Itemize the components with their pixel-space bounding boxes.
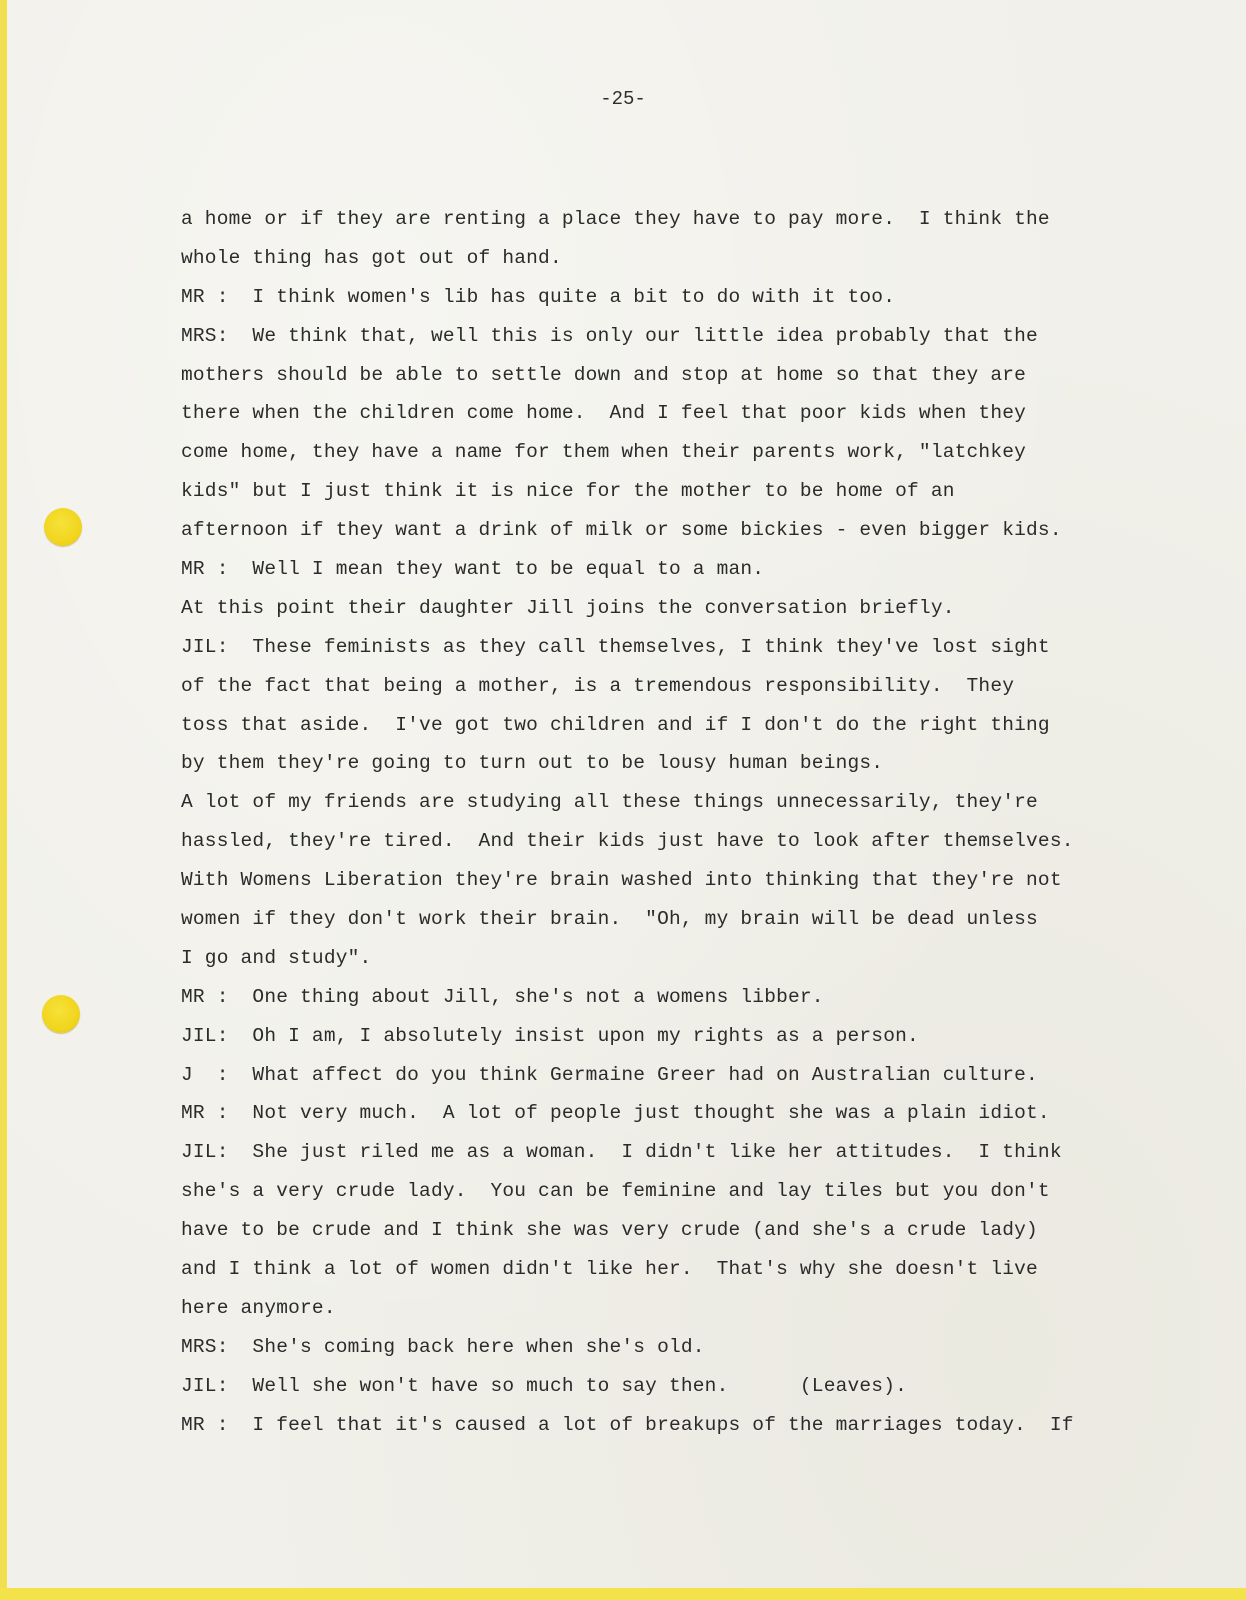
transcript-line: JIL: She just riled me as a woman. I didn't like her attitudes. I think xyxy=(181,1141,1062,1164)
transcript-line: MRS: We think that, well this is only our little idea probably that the xyxy=(181,324,1038,347)
transcript-line: JIL: Oh I am, I absolutely insist upon my rights as a person. xyxy=(181,1024,919,1047)
transcript-line: MR : Not very much. A lot of people just thought she was a plain idiot. xyxy=(181,1102,1050,1125)
transcript-line: a home or if they are renting a place they have to pay more. I think the xyxy=(181,208,1050,230)
transcript-line: afternoon if they want a drink of milk or some bickies - even bigger kids. xyxy=(181,519,1062,542)
transcript-line: MR : I think women's lib has quite a bit to do with it too. xyxy=(181,285,896,308)
transcript-line: MRS: She's coming back here when she's old. xyxy=(181,1335,705,1358)
transcript-line: kids" but I just think it is nice for the mother to be home of an xyxy=(181,480,955,503)
transcript-line: there when the children come home. And I feel that poor kids when they xyxy=(181,402,1027,425)
transcript-line: hassled, they're tired. And their kids just have to look after themselves. xyxy=(181,830,1074,853)
transcript-line: J : What affect do you think Germaine Greer had on Australian culture. xyxy=(181,1063,1038,1086)
transcript-line: With Womens Liberation they're brain washed into thinking that they're not xyxy=(181,869,1062,892)
transcript-line: come home, they have a name for them when their parents work, "latchkey xyxy=(181,441,1027,464)
punch-hole-top xyxy=(44,508,82,546)
transcript-line: MR : I feel that it's caused a lot of breakups of the marriages today. If xyxy=(181,1413,1074,1436)
transcript-line: by them they're going to turn out to be lousy human beings. xyxy=(181,752,884,775)
paper-bottom-edge xyxy=(0,1588,1246,1600)
transcript-line: JIL: Well she won't have so much to say then. (Leaves). xyxy=(181,1374,908,1397)
transcript-line: At this point their daughter Jill joins the conversation briefly. xyxy=(181,596,955,619)
transcript-body xyxy=(181,200,1181,1445)
transcript-line: I go and study". xyxy=(181,946,372,969)
transcript-line: here anymore. xyxy=(181,1296,336,1319)
page-number: -25- xyxy=(600,88,646,110)
punch-hole-bottom xyxy=(42,995,80,1033)
transcript-line: have to be crude and I think she was very crude (and she's a crude lady) xyxy=(181,1219,1038,1242)
transcript-line: she's a very crude lady. You can be feminine and lay tiles but you don't xyxy=(181,1180,1050,1203)
transcript-line: and I think a lot of women didn't like her. That's why she doesn't live xyxy=(181,1258,1038,1281)
transcript-line: MR : One thing about Jill, she's not a womens libber. xyxy=(181,985,824,1008)
transcript-line: MR : Well I mean they want to be equal to a man. xyxy=(181,558,765,581)
transcript-line: women if they don't work their brain. "Oh, my brain will be dead unless xyxy=(181,908,1038,931)
transcript-line: JIL: These feminists as they call themselves, I think they've lost sight xyxy=(181,635,1050,658)
transcript-line: A lot of my friends are studying all these things unnecessarily, they're xyxy=(181,791,1038,814)
transcript-line: whole thing has got out of hand. xyxy=(181,246,562,269)
transcript-line: toss that aside. I've got two children and if I don't do the right thing xyxy=(181,713,1050,736)
transcript-line: of the fact that being a mother, is a tremendous responsibility. They xyxy=(181,674,1015,697)
transcript-line: mothers should be able to settle down and stop at home so that they are xyxy=(181,363,1027,386)
